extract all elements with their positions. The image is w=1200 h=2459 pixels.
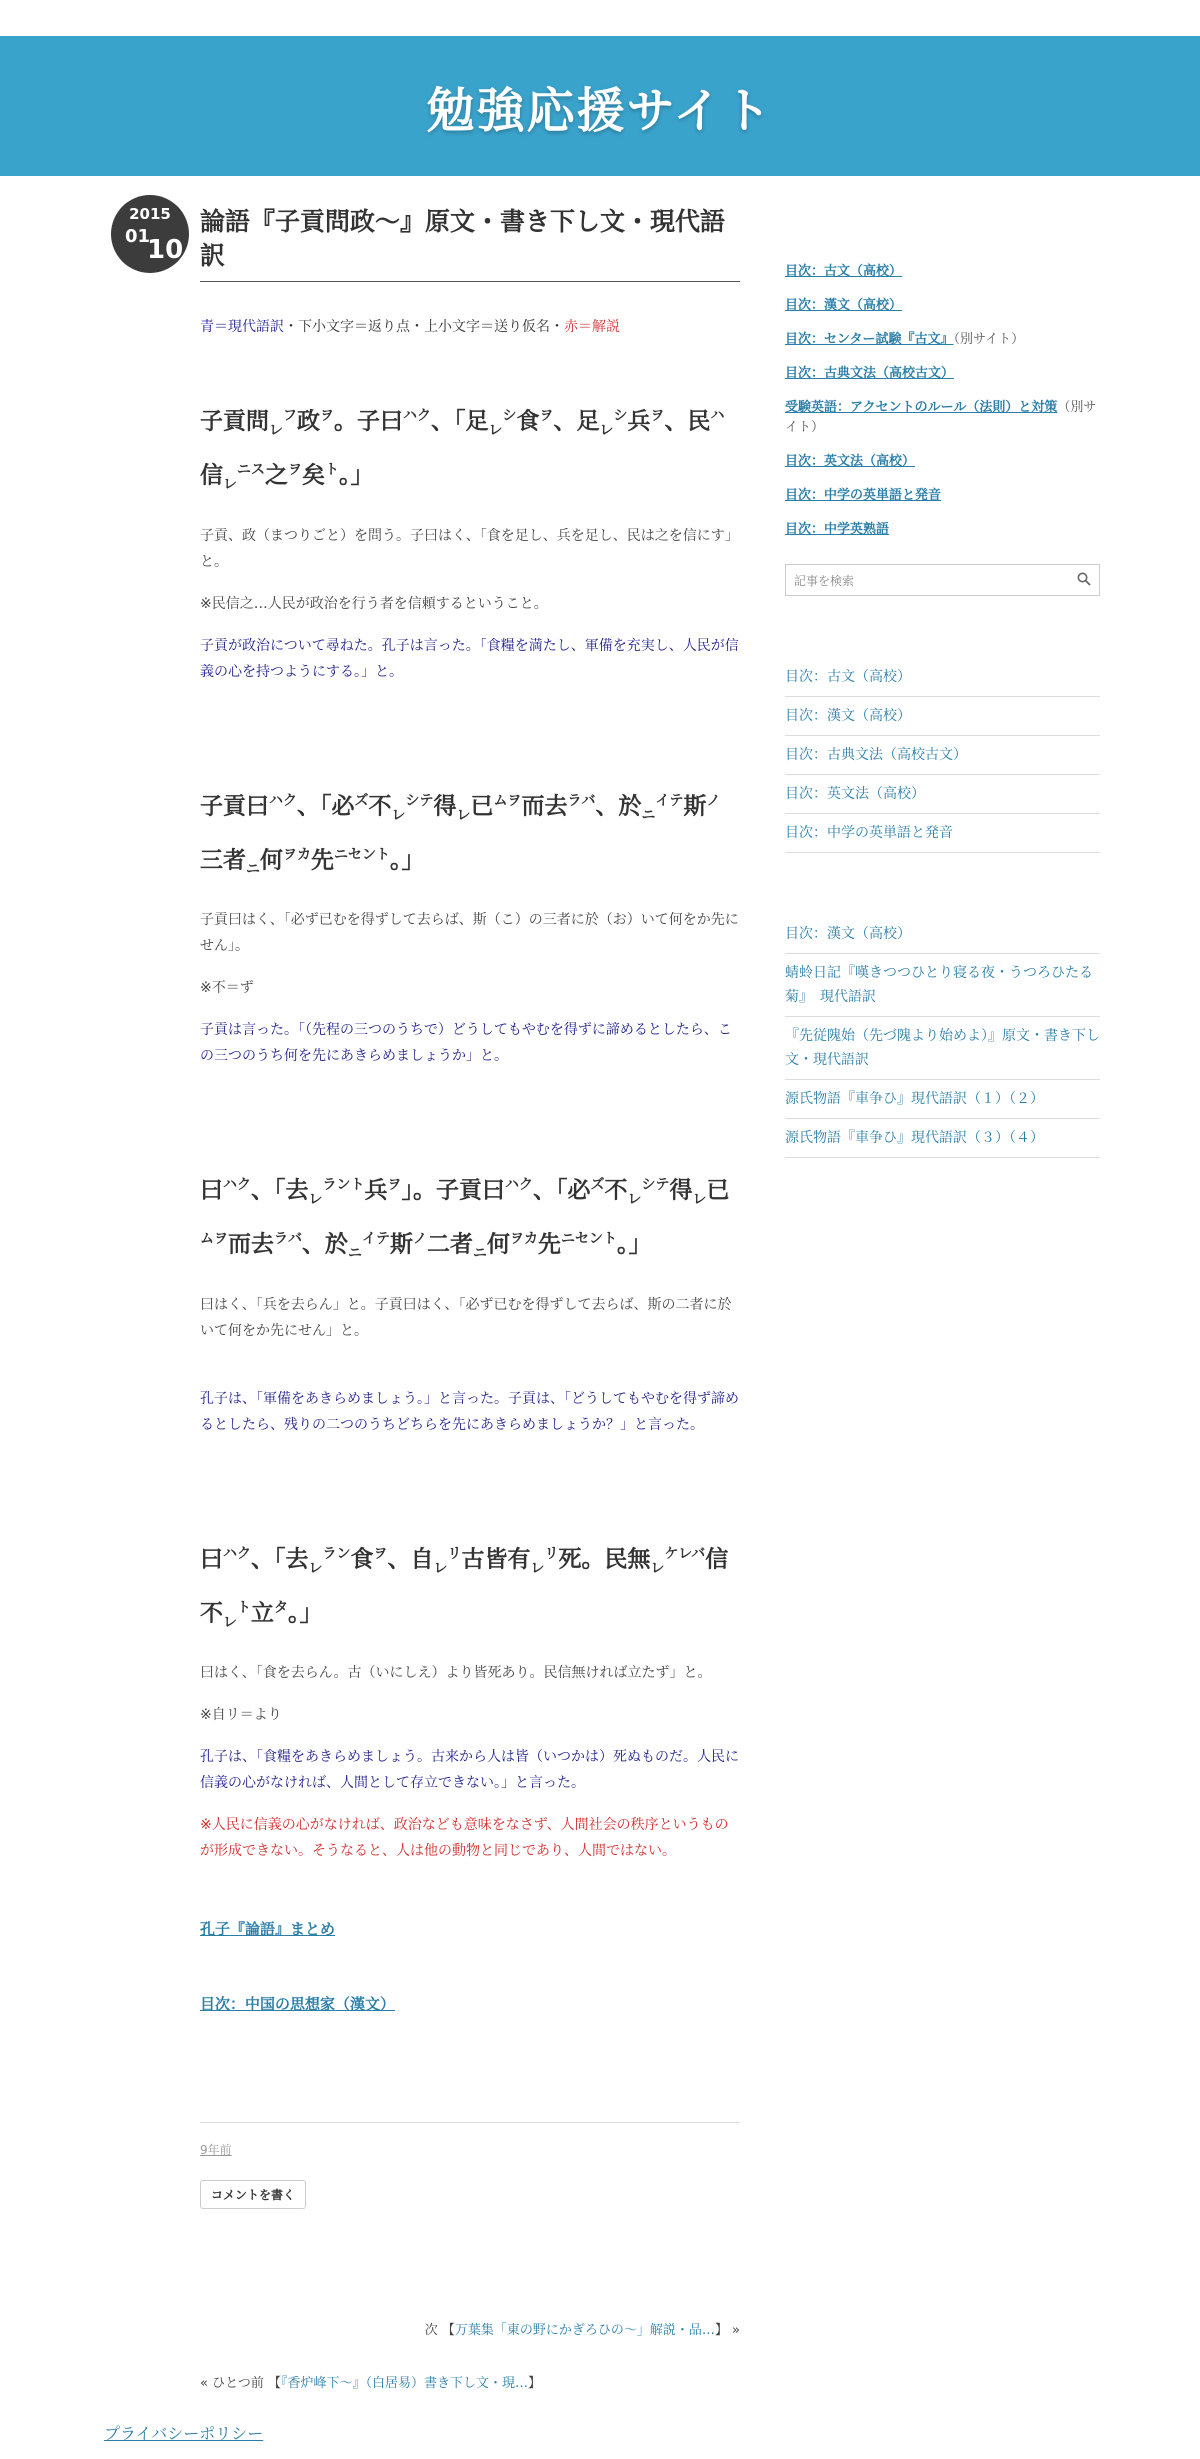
sidebar-list-categories bbox=[785, 658, 1100, 853]
next-post-link[interactable]: 万葉集「東の野にかぎろひの〜」解説・品… bbox=[454, 2323, 715, 2338]
list-item[interactable]: 目次：古典文法（高校古文） bbox=[785, 736, 1100, 775]
privacy-policy-link[interactable]: プライバシーポリシー bbox=[104, 2424, 264, 2443]
sidebar-link[interactable]: 目次：センター試験『古文』 bbox=[785, 332, 954, 347]
prev-post-link[interactable]: 『香炉峰下〜』（白居易）書き下し文・現… bbox=[280, 2376, 528, 2391]
list-item[interactable]: 『先従隗始（先づ隗より始めよ）』原文・書き下し文・現代語訳 bbox=[785, 1017, 1100, 1080]
section-2 bbox=[200, 781, 740, 1070]
list-item[interactable]: 源氏物語『車争ひ』現代語訳（３）（４） bbox=[785, 1119, 1100, 1158]
site-header bbox=[0, 36, 1200, 176]
list-item[interactable]: 源氏物語『車争ひ』現代語訳（１）（２） bbox=[785, 1080, 1100, 1119]
post-meta bbox=[200, 2139, 740, 2158]
list-item[interactable]: 目次：漢文（高校） bbox=[785, 915, 1100, 954]
sidebar-link-english-grammar bbox=[785, 452, 1100, 472]
sidebar-link[interactable]: 目次：漢文（高校） bbox=[785, 298, 903, 313]
post-divider bbox=[200, 2122, 740, 2123]
write-comment-button[interactable]: コメントを書く bbox=[200, 2180, 306, 2209]
sidebar-link[interactable]: 目次：中学の英単語と発音 bbox=[785, 488, 942, 503]
sidebar-link[interactable]: 目次：古典文法（高校古文） bbox=[785, 366, 955, 381]
sidebar bbox=[785, 262, 1100, 1158]
sidebar-link[interactable]: 目次：中学英熟語 bbox=[785, 522, 890, 537]
sidebar-link[interactable]: 目次：英文法（高校） bbox=[785, 454, 916, 469]
next-post-nav bbox=[200, 2319, 740, 2338]
prev-prefix: « ひとつ前 【 bbox=[200, 2376, 281, 2391]
note-text: ※自リ＝より bbox=[200, 1707, 282, 1723]
post-title: 論語『子貢問政〜』原文・書き下し文・現代語訳 bbox=[200, 205, 740, 282]
legend-blue: 青＝現代語訳 bbox=[200, 319, 284, 335]
sidebar-link-kobun bbox=[785, 262, 1100, 282]
external-site-note: （別サイト） bbox=[953, 332, 1025, 347]
date-year: 2015 bbox=[129, 205, 171, 223]
list-item[interactable]: 蜻蛉日記『嘆きつつひとり寝る夜・うつろひたる菊』 現代語訳 bbox=[785, 954, 1100, 1017]
section-4 bbox=[200, 1534, 740, 1865]
next-suffix: 】 » bbox=[714, 2323, 740, 2338]
kanbun-text: 曰$^{ハク}$、「去$_レ^{ラン}$食$^ヲ$、自$_レ^リ$古皆有$_レ^リ$死。民無$_レ^{ケレバ}$信不$_レ^ト$立$^タ$。」 bbox=[200, 1545, 729, 1630]
sidebar-list-recent bbox=[785, 915, 1100, 1158]
sidebar-link[interactable]: 受験英語：アクセントのルール（法則）と対策 bbox=[785, 400, 1058, 415]
summary-link-wrap bbox=[200, 1918, 740, 1939]
list-item[interactable]: 目次：古文（高校） bbox=[785, 658, 1100, 697]
yomi-text: 曰はく、「兵を去らん」と。子貢曰はく、「必ず已むを得ずして去らば、斯の二者に於いて何をか先にせん」と。 bbox=[200, 1296, 732, 1339]
post-time[interactable]: 9年前 bbox=[200, 2143, 232, 2157]
date-month: 01 bbox=[125, 226, 151, 247]
sidebar-link-kanbun bbox=[785, 296, 1100, 316]
yomi-text: 子貢、政（まつりごと）を問う。子曰はく、「食を足し、兵を足し、民は之を信にす」と。 bbox=[200, 527, 739, 570]
kanbun-text: 子貢曰$^{ハク}$、「必$^ズ$不$_レ^{シテ}$得$_レ$已$^{ムヲ}$而去$^{ラバ}$、於$_ニ^{イテ}$斯$^ノ$三者$_ニ$何$^{ヲカ}$先$^{ニセント}$。」 bbox=[200, 792, 721, 877]
translation-text: 子貢が政治について尋ねた。孔子は言った。「食糧を満たし、軍備を充実し、人民が信義の心を持つようにする。」と。 bbox=[200, 637, 739, 680]
external-site-note: （別サイト） bbox=[785, 400, 1097, 435]
list-item[interactable]: 目次：中学の英単語と発音 bbox=[785, 814, 1100, 853]
next-prefix: 次 【 bbox=[424, 2323, 455, 2338]
sidebar-link-english-words bbox=[785, 486, 1100, 506]
yomi-text: 曰はく、「食を去らん。古（いにしえ）より皆死あり。民信無ければ立たず」と。 bbox=[200, 1665, 712, 1681]
section-1 bbox=[200, 396, 740, 685]
legend-red: 赤＝解説 bbox=[564, 319, 620, 335]
sidebar-link[interactable]: 目次：古文（高校） bbox=[785, 264, 903, 279]
translation-text: 孔子は、「軍備をあきらめましょう。」と言った。子貢は、「どうしてもやむを得ず諦めるとしたら、残りの二つのうちどちらを先にあきらめましょうか？」と言った。 bbox=[200, 1390, 739, 1433]
commentary-text: ※人民に信義の心がなければ、政治なども意味をなさず、人間社会の秩序というものが形成できない。そうなると、人は他の動物と同じであり、人間ではない。 bbox=[200, 1817, 729, 1859]
sidebar-link-idioms bbox=[785, 520, 1100, 540]
translation-text: 孔子は、「食糧をあきらめましょう。古来から人は皆（いつかは）死ぬものだ。人民に信義の心がなければ、人間として存立できない。」と言った。 bbox=[200, 1749, 739, 1791]
list-item[interactable]: 目次：英文法（高校） bbox=[785, 775, 1100, 814]
sidebar-link-center-exam bbox=[785, 330, 1100, 350]
translation-text: 子貢は言った。「（先程の三つのうちで）どうしてもやむを得ずに諦めるとしたら、この三つのうち何を先にあきらめましょうか」と。 bbox=[200, 1022, 732, 1064]
legend bbox=[200, 316, 740, 336]
yomi-text: 子貢曰はく、「必ず已むを得ずして去らば、斯（こ）の三者に於（お）いて何をか先にせん」。 bbox=[200, 912, 739, 954]
note-text: ※民信之…人民が政治を行う者を信頼するということ。 bbox=[200, 595, 548, 612]
section-3 bbox=[200, 1165, 740, 1438]
search-box[interactable] bbox=[785, 564, 1100, 596]
index-link[interactable]: 目次：中国の思想家（漢文） bbox=[200, 1995, 396, 2013]
kanbun-text: 曰$^{ハク}$、「去$_レ^{ラント}$兵$^ヲ$」。子貢曰$^{ハク}$、「必$^ズ$不$_レ^{シテ}$得$_レ$已$^{ムヲ}$而去$^{ラバ}$、於$_ニ^{イテ}$斯$^ノ$二者$_ニ$何$^{ヲカ}$先$^{ニセント}$。」 bbox=[200, 1177, 730, 1262]
summary-link[interactable]: 孔子『論語』まとめ bbox=[200, 1920, 336, 1938]
comment-area bbox=[200, 2180, 740, 2209]
date-badge bbox=[111, 195, 189, 273]
kanbun-text: 子貢問$_レ^フ$政$^ヲ$。子曰$^{ハク}$、「足$_レ^シ$食$^ヲ$、足$_レ^シ$兵$^ヲ$、民$^ハ$信$_レ^{ニス}$之$^ヲ$矣$^ト$。」 bbox=[200, 408, 725, 493]
sidebar-link-accent bbox=[785, 398, 1100, 438]
sidebar-link-grammar bbox=[785, 364, 1100, 384]
list-item[interactable]: 目次：漢文（高校） bbox=[785, 697, 1100, 736]
search-icon[interactable] bbox=[1077, 571, 1091, 590]
prev-post-nav bbox=[200, 2372, 740, 2391]
prev-suffix: 】 bbox=[527, 2376, 541, 2391]
main-content bbox=[200, 205, 740, 2391]
note-text: ※不＝ず bbox=[200, 980, 254, 996]
legend-middle: ・下小文字＝返り点・上小文字＝送り仮名・ bbox=[284, 319, 564, 335]
index-link-wrap bbox=[200, 1993, 740, 2014]
date-day: 10 bbox=[147, 235, 184, 265]
search-input[interactable]: 記事を検索 bbox=[794, 573, 855, 588]
site-title[interactable]: 勉強応援サイト bbox=[426, 82, 774, 139]
